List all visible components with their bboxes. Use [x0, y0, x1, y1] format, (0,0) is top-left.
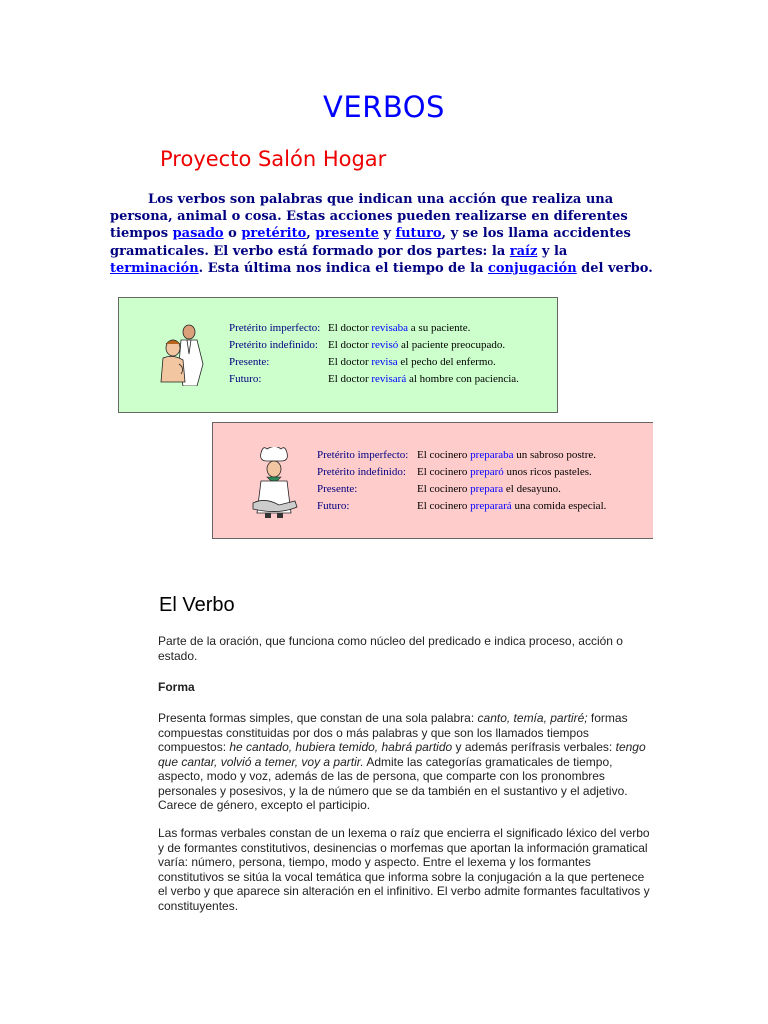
doctor-patient-illustration	[157, 324, 215, 386]
tense-label: Presente:	[317, 483, 358, 495]
sentence-text: El cocinero	[417, 449, 471, 461]
example-sentence	[417, 466, 592, 478]
table-row	[317, 466, 637, 480]
example-sentence	[417, 483, 561, 495]
chef-illustration	[249, 447, 301, 519]
link-terminacion[interactable]: terminación	[110, 260, 199, 276]
link-raiz[interactable]: raíz	[509, 243, 538, 259]
intro-text: , y se los llama accidentes gramaticales. El verbo está formado por dos partes: la	[110, 226, 631, 259]
table-row	[229, 339, 549, 353]
example-sentence	[328, 356, 496, 368]
verb-highlight: preparará	[470, 500, 512, 512]
link-pasado[interactable]: pasado	[172, 226, 224, 242]
tense-label: Presente:	[229, 356, 270, 368]
verb-highlight: prepara	[470, 483, 504, 495]
sentence-text: El cocinero	[417, 466, 471, 478]
tense-label: Pretérito imperfecto:	[317, 449, 409, 461]
section-heading: El Verbo	[159, 594, 235, 616]
table-row	[317, 500, 637, 514]
sentence-text: El doctor	[328, 356, 372, 368]
tense-label: Pretérito indefinido:	[229, 339, 318, 351]
table-row	[229, 373, 549, 387]
intro-paragraph	[110, 191, 655, 277]
example-italic: canto, temía, partiré;	[477, 711, 588, 725]
forma-paragraph	[158, 711, 653, 813]
example-sentence	[328, 322, 470, 334]
page-title: VERBOS	[323, 90, 445, 124]
sentence-text: el desayuno.	[503, 483, 561, 495]
tense-label: Pretérito imperfecto:	[229, 322, 321, 334]
intro-text: Los verbos son palabras que indican una acción que realiza una persona, animal o cosa. Estas acciones pueden realizarse en diferentes tiempos	[110, 192, 628, 242]
sentence-text: una comida especial.	[511, 500, 607, 512]
table-row	[317, 449, 637, 463]
link-preterito[interactable]: pretérito	[241, 226, 307, 242]
doctor-example-box	[118, 297, 558, 413]
tense-label: Futuro:	[317, 500, 350, 512]
example-italic: tengo que cantar, volvió a temer, voy a partir.	[158, 740, 646, 769]
link-presente[interactable]: presente	[315, 226, 379, 242]
link-conjugacion[interactable]: conjugación	[487, 260, 577, 276]
paragraph-text: Presenta formas simples, que constan de una sola palabra:	[158, 711, 478, 725]
table-row	[229, 356, 549, 370]
forma-heading: Forma	[158, 680, 195, 694]
sentence-text: unos ricos pasteles.	[503, 466, 592, 478]
verb-highlight: revisará	[371, 373, 407, 385]
sentence-text: El doctor	[328, 322, 372, 334]
example-sentence	[417, 500, 606, 512]
sentence-text: un sabroso postre.	[513, 449, 597, 461]
sentence-text: el pecho del enfermo.	[397, 356, 496, 368]
sentence-text: El doctor	[328, 339, 372, 351]
table-row	[229, 322, 549, 336]
verb-highlight: revisa	[371, 356, 398, 368]
intro-text: y la	[537, 243, 568, 259]
verb-highlight: revisó	[371, 339, 399, 351]
definition-paragraph: Parte de la oración, que funciona como núcleo del predicado e indica proceso, acción o estado.	[158, 634, 623, 663]
lexema-paragraph: Las formas verbales constan de un lexema o raíz que encierra el significado léxico del verbo y de formantes constitutivos, desinencias o morfemas que aportan la información gramatical varía: número, persona, tiempo, modo y aspecto. Entre el lexema y los formantes constitutivos se sitúa la vocal temática que informa sobre la conjugación a la que pertenece el verbo y que aparece sin alteración en el infinitivo. El verbo admite formantes facultativos y constituyentes.	[158, 826, 650, 913]
example-sentence	[328, 339, 505, 351]
sentence-text: al hombre con paciencia.	[406, 373, 519, 385]
intro-text: . Esta última nos indica el tiempo de la	[198, 260, 488, 276]
paragraph-text: Admite las categorías gramaticales de tiempo, aspecto, modo y voz, además de las de persona, que comparte con los pronombres personales y posesivos, y la de número que se da también en el sustantivo y el adjetivo. Carece de género, excepto el participio.	[158, 754, 628, 812]
paragraph-text: formas compuestas constituidas por dos o más palabras y que son los llamados tiempos compuestos:	[158, 711, 628, 754]
sentence-text: El cocinero	[417, 483, 471, 495]
sentence-text: a su paciente.	[408, 322, 471, 334]
table-row	[317, 483, 637, 497]
intro-text: del verbo.	[576, 260, 653, 276]
sentence-text: El cocinero	[417, 500, 471, 512]
sentence-text: al paciente preocupado.	[398, 339, 506, 351]
page-subtitle: Proyecto Salón Hogar	[160, 147, 387, 171]
verb-highlight: revisaba	[371, 322, 409, 334]
paragraph-text: y además perífrasis verbales:	[452, 740, 616, 754]
example-sentence	[417, 449, 596, 461]
example-italic: he cantado, hubiera temido, habrá partido	[229, 740, 453, 754]
intro-text: y	[378, 226, 396, 242]
verb-highlight: preparó	[470, 466, 504, 478]
link-futuro[interactable]: futuro	[395, 226, 442, 242]
tense-label: Futuro:	[229, 373, 262, 385]
chef-example-box	[212, 422, 653, 539]
sentence-text: El doctor	[328, 373, 372, 385]
verb-highlight: preparaba	[470, 449, 514, 461]
example-sentence	[328, 373, 519, 385]
intro-text: ,	[306, 226, 316, 242]
tense-label: Pretérito indefinido:	[317, 466, 406, 478]
intro-text: o	[223, 226, 242, 242]
